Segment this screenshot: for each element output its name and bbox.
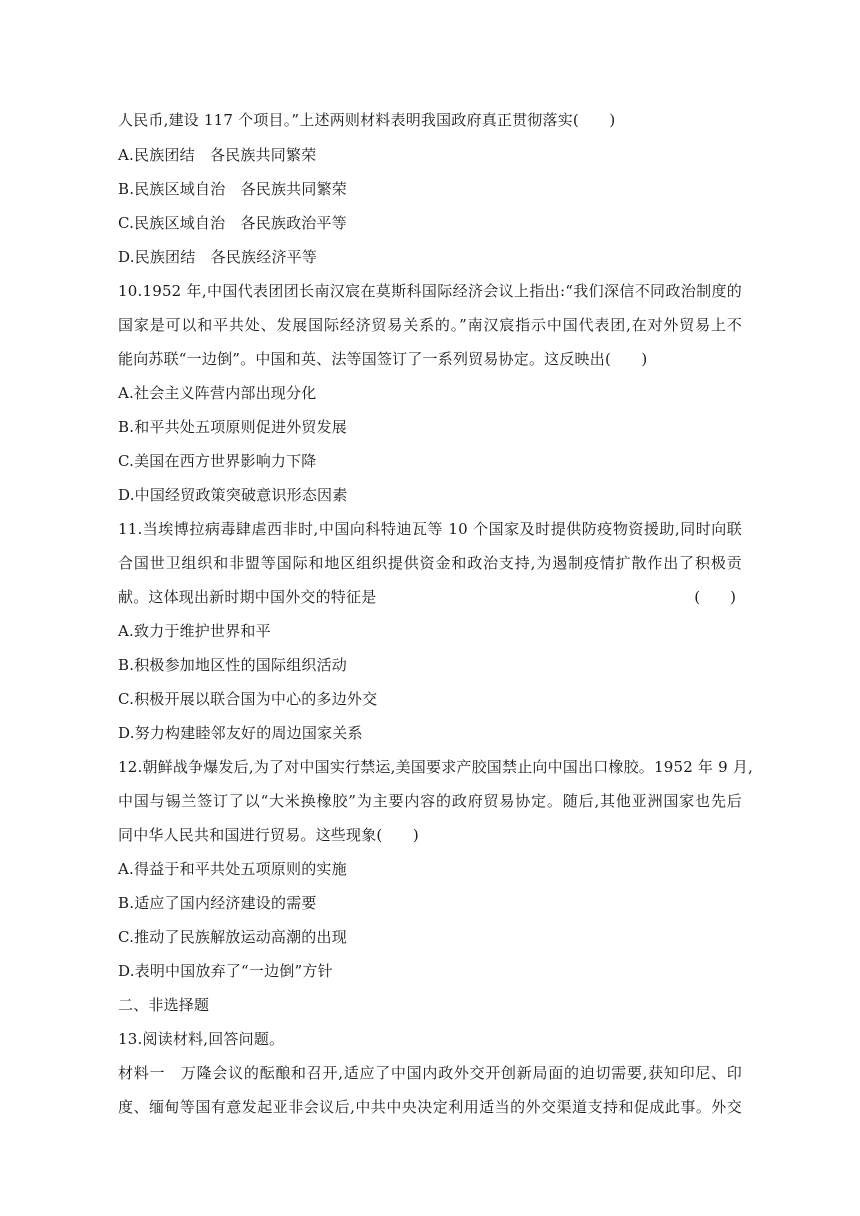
q10-option-a: A.社会主义阵营内部出现分化: [118, 384, 317, 402]
q11-option-a: A.致力于维护世界和平: [118, 622, 271, 640]
q11-answer-paren: ( ): [694, 588, 736, 606]
q11-stem-line-3: 献。这体现出新时期中国外交的特征是: [118, 588, 377, 606]
q12-stem-line-2: 中国与锡兰签订了以“大米换橡胶”为主要内容的政府贸易协定。随后,其他亚洲国家也先后: [118, 792, 742, 810]
q13-material-1-line-1: 材料一 万隆会议的酝酿和召开,适应了中国内政外交开创新局面的迫切需要,获知印尼、印: [118, 1064, 742, 1082]
q10-stem-line-1: 10.1952 年,中国代表团团长南汉宸在莫斯科国际经济会议上指出:“我们深信不同政治制度的: [118, 282, 742, 300]
q9-option-a: A.民族团结 各民族共同繁荣: [118, 146, 317, 164]
q12-stem-line-3: 同中华人民共和国进行贸易。这些现象( ): [118, 826, 419, 844]
q10-stem-line-2: 国家是可以和平共处、发展国际经济贸易关系的。”南汉宸指示中国代表团,在对外贸易上不: [118, 316, 742, 334]
q12-option-b: B.适应了国内经济建设的需要: [118, 894, 317, 912]
q10-option-c: C.美国在西方世界影响力下降: [118, 452, 317, 470]
q13-material-1-line-2: 度、缅甸等国有意发起亚非会议后,中共中央决定利用适当的外交渠道支持和促成此事。外交: [118, 1098, 742, 1116]
q11-stem-line-1: 11.当埃博拉病毒肆虐西非时,中国向科特迪瓦等 10 个国家及时提供防疫物资援助,同时向联: [118, 520, 742, 538]
q12-stem-line-1: 12.朝鲜战争爆发后,为了对中国实行禁运,美国要求产胶国禁止向中国出口橡胶。1952 年 9 月,: [118, 758, 753, 776]
q9-option-d: D.民族团结 各民族经济平等: [118, 248, 318, 266]
q9-stem-end: 人民币,建设 117 个项目。”上述两则材料表明我国政府真正贯彻落实( ): [118, 111, 616, 129]
section-heading-non-choice: 二、非选择题: [118, 996, 210, 1014]
q9-option-c: C.民族区域自治 各民族政治平等: [118, 214, 347, 232]
q11-option-d: D.努力构建睦邻友好的周边国家关系: [118, 724, 363, 742]
q12-option-a: A.得益于和平共处五项原则的实施: [118, 860, 347, 878]
q9-option-b: B.民族区域自治 各民族共同繁荣: [118, 180, 347, 198]
q11-option-c: C.积极开展以联合国为中心的多边外交: [118, 690, 378, 708]
q11-option-b: B.积极参加地区性的国际组织活动: [118, 656, 347, 674]
q13-stem: 13.阅读材料,回答问题。: [118, 1030, 285, 1048]
q10-option-d: D.中国经贸政策突破意识形态因素: [118, 486, 348, 504]
q12-option-c: C.推动了民族解放运动高潮的出现: [118, 928, 347, 946]
q12-option-d: D.表明中国放弃了“一边倒”方针: [118, 962, 333, 980]
q10-option-b: B.和平共处五项原则促进外贸发展: [118, 418, 347, 436]
q11-stem-line-2: 合国世卫组织和非盟等国际和地区组织提供资金和政治支持,为遏制疫情扩散作出了积极贡: [118, 554, 742, 572]
q10-stem-line-3: 能向苏联“一边倒”。中国和英、法等国签订了一系列贸易协定。这反映出( ): [118, 350, 648, 368]
